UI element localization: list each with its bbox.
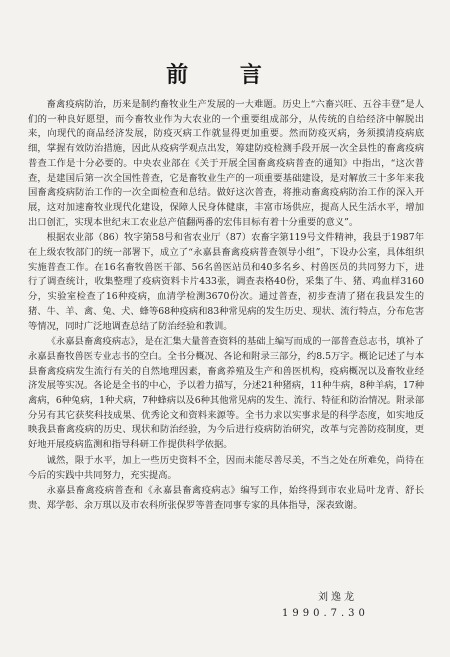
paragraph: 诚然，限于水平，加上一些历史资料不全，因而未能尽善尽美，不当之处在所难免，尚待在今后的实践中共同努力，充实提高。 (28, 454, 424, 481)
paragraph: 《永嘉县畜禽疫病志》，是在汇集大量普查资料的基础上编写而成的一部普查总志书，填补了永嘉县畜牧兽医专业志书的空白。全书分概况、各论和附录三部分，约8.5万字。概论记述了与本县畜禽疫病发生流行有关的自然地理因素，畜禽养殖及生产和兽医机构，疫病概况以及畜牧业经济发展等实况。各论是全书的中心，予以着力描写，分述21种猪病，11种牛病，8种羊病，17种禽病，6种兔病，1种犬病，7种蜂病以及6种其他常见病的发生、流行、特征和防治情况。附录部分另有其它获奖科技成果、优秀论文和资料来源等。全书力求以实事求是的科学态度，如实地反映我县畜禽疫病的历史、现状和防治经验，为今后进行疫病防治研究，改革与完善防疫制度，更好地开展疫病监测和指导科研工作提供科学依据。 (28, 336, 424, 451)
page-title: 前 言 (166, 62, 284, 88)
signature-date: 1990.7.30 (282, 608, 369, 619)
author-signature: 刘逸龙 (318, 592, 357, 603)
paragraph: 永嘉县畜禽疫病普查和《永嘉县畜禽疫病志》编写工作，始终得到市农业局叶龙青、舒长贵、郑学彰、余万琪以及市农科所张保罗等普查同事专家的具体指导，深表致谢。 (28, 485, 424, 511)
paragraph: 根据农业部（86）牧字第58号和省农业厅（87）农畜字第119号文件精神，我县于1987年在上级农牧部门的统一部署下，成立了“永嘉县畜禽疫病普查领导小组”，下设办公室，具体组织实施普查工作。在16名畜牧兽医干部、56名兽医站员和40多名乡、村兽医员的共同努力下，进行了调查统计，收集整理了疫病资料卡片433张，调查表格40份，采集了牛、猪、鸡血样3160分，实验室检查了16种疫病，血清学检测3670份次。通过普查，初步查清了猪在我县发生的猪、牛、羊、禽、兔、犬、蜂等68种疫病和83种常见病的发生历史、现状、流行特点，分布危害等情况，同时广泛地调查总结了防治经验和教训。 (28, 232, 424, 332)
document-body (28, 98, 424, 515)
paragraph: 畜禽疫病防治，历来是制约畜牧业生产发展的一大难题。历史上“六畜兴旺、五谷丰登”是人们的一种良好愿望，而今畜牧业作为大农业的一个重要组成部分，从传统的自给经济中解脱出来，向现代的商品经济发展，防疫灭病工作就显得更加重要。然而防疫灭病，务须摸清疫病底细，掌握有效防治措施，因此从疫病学观点出发，筹建防疫检测手段开展一次全县性的畜禽疫病普查工作是十分必要的。中央农业部在《关于开展全国畜禽疫病普查的通知》中指出，“这次普查，是建国后第一次全国性普查，它是畜牧业生产的一项重要基础建设，是对解放三十多年来我国畜禽疫病防治工作的一次全面检查和总结。做好这次普查，将推动畜禽疫病防治工作的深入开展，这对加速畜牧业现代化建设，保障人民身体健康，丰富市场供应，提高人民生活水平，增加出口创汇，实现本世纪末工农业总产值翻两番的宏伟目标有着十分重要的意义”。 (28, 99, 424, 228)
